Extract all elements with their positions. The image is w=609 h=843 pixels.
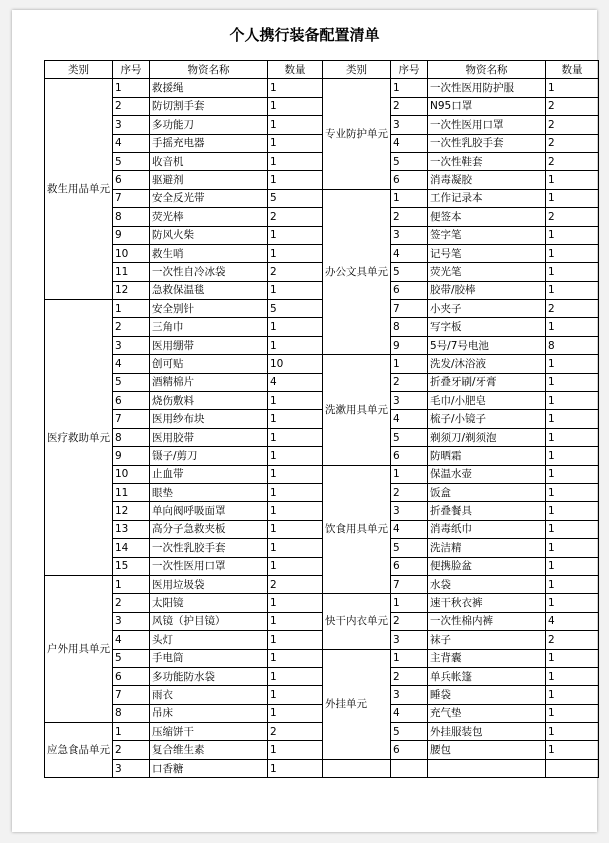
item-name: 单向阀呼吸面罩: [150, 502, 268, 520]
header-quantity-left: 数量: [268, 61, 323, 79]
item-number: 3: [391, 631, 428, 649]
item-number: 11: [113, 263, 150, 281]
table-row: [45, 373, 599, 391]
item-name: 医用绷带: [150, 336, 268, 354]
item-number: 9: [391, 336, 428, 354]
item-name: 风镜（护目镜）: [150, 612, 268, 630]
equipment-table: [44, 60, 599, 778]
item-quantity: 1: [268, 483, 323, 501]
item-name: 单兵帐篷: [428, 667, 546, 685]
item-name: 便携脸盆: [428, 557, 546, 575]
item-name: 袜子: [428, 631, 546, 649]
item-name: 一次性鞋套: [428, 152, 546, 170]
item-number: 5: [113, 649, 150, 667]
item-number: 3: [391, 116, 428, 134]
item-number: 3: [391, 392, 428, 410]
table-row: [45, 300, 599, 318]
table-row: [45, 594, 599, 612]
item-quantity: 1: [546, 667, 599, 685]
table-row: [45, 79, 599, 97]
item-name: 多功能刀: [150, 116, 268, 134]
item-name: 医用垃圾袋: [150, 575, 268, 593]
item-number: 1: [391, 189, 428, 207]
item-name: 手摇充电器: [150, 134, 268, 152]
table-row: [45, 428, 599, 446]
document-title: 个人携行装备配置清单: [229, 26, 380, 44]
item-quantity: 1: [268, 741, 323, 759]
table-row: [45, 355, 599, 373]
item-name: 医用胶带: [150, 428, 268, 446]
item-quantity: 8: [546, 336, 599, 354]
item-quantity: 1: [546, 649, 599, 667]
category-cell-left: 应急食品单元: [45, 723, 113, 778]
item-name: 一次性医用口罩: [428, 116, 546, 134]
table-row: [45, 539, 599, 557]
table-row: [45, 759, 599, 777]
item-number: 3: [391, 502, 428, 520]
item-number: 8: [113, 704, 150, 722]
item-number: 7: [113, 189, 150, 207]
item-quantity: 4: [546, 612, 599, 630]
table-row: [45, 667, 599, 685]
item-quantity: 2: [268, 575, 323, 593]
item-number: 7: [391, 575, 428, 593]
item-name: 高分子急救夹板: [150, 520, 268, 538]
item-quantity: 1: [546, 686, 599, 704]
category-cell-left: 户外用具单元: [45, 575, 113, 722]
category-cell-right: 专业防护单元: [323, 79, 391, 189]
header-name-left: 物资名称: [150, 61, 268, 79]
item-name: 外挂服装包: [428, 723, 546, 741]
item-quantity: 1: [268, 116, 323, 134]
item-number: 2: [113, 97, 150, 115]
item-name: 剃须刀/剃须泡: [428, 428, 546, 446]
header-number-left: 序号: [113, 61, 150, 79]
item-quantity: 1: [268, 539, 323, 557]
item-number: 5: [391, 428, 428, 446]
item-name: 多功能防水袋: [150, 667, 268, 685]
item-quantity: 1: [268, 447, 323, 465]
item-number: 1: [391, 594, 428, 612]
item-name: 荧光棒: [150, 208, 268, 226]
empty-cell: [391, 759, 428, 777]
item-name: 一次性自冷冰袋: [150, 263, 268, 281]
item-quantity: 1: [546, 226, 599, 244]
item-name: 压缩饼干: [150, 723, 268, 741]
item-name: 太阳镜: [150, 594, 268, 612]
item-number: 5: [391, 723, 428, 741]
item-number: 7: [113, 410, 150, 428]
item-quantity: 1: [546, 263, 599, 281]
item-number: 12: [113, 281, 150, 299]
item-quantity: 1: [546, 79, 599, 97]
table-row: [45, 263, 599, 281]
item-quantity: 1: [546, 723, 599, 741]
item-name: 写字板: [428, 318, 546, 336]
table-row: [45, 171, 599, 189]
item-name: 防切割手套: [150, 97, 268, 115]
item-name: 速干秋衣裤: [428, 594, 546, 612]
table-row: [45, 226, 599, 244]
item-quantity: 2: [268, 263, 323, 281]
item-number: 2: [113, 594, 150, 612]
item-number: 14: [113, 539, 150, 557]
item-quantity: 1: [268, 686, 323, 704]
item-name: 荧光笔: [428, 263, 546, 281]
item-number: 8: [391, 318, 428, 336]
item-quantity: 1: [546, 557, 599, 575]
item-name: 毛巾/小肥皂: [428, 392, 546, 410]
table-row: [45, 723, 599, 741]
table-row: [45, 152, 599, 170]
item-number: 7: [113, 686, 150, 704]
category-cell-right: 饮食用具单元: [323, 465, 391, 594]
table-row: [45, 116, 599, 134]
item-quantity: 10: [268, 355, 323, 373]
item-number: 6: [391, 557, 428, 575]
table-row: [45, 649, 599, 667]
item-name: 洗洁精: [428, 539, 546, 557]
item-quantity: 1: [268, 336, 323, 354]
item-quantity: 2: [268, 723, 323, 741]
item-number: 6: [113, 171, 150, 189]
item-quantity: 1: [546, 244, 599, 262]
table-row: [45, 502, 599, 520]
item-number: 3: [113, 336, 150, 354]
item-number: 8: [113, 428, 150, 446]
item-number: 9: [113, 226, 150, 244]
table-row: [45, 281, 599, 299]
item-quantity: 1: [268, 612, 323, 630]
item-quantity: 1: [546, 318, 599, 336]
item-number: 6: [391, 447, 428, 465]
item-number: 1: [113, 300, 150, 318]
item-number: 4: [113, 355, 150, 373]
item-quantity: 1: [268, 79, 323, 97]
header-name-right: 物资名称: [428, 61, 546, 79]
category-cell-right: 外挂单元: [323, 649, 391, 759]
table-row: [45, 612, 599, 630]
item-quantity: 1: [546, 704, 599, 722]
header-category-left: 类别: [45, 61, 113, 79]
table-row: [45, 447, 599, 465]
item-number: 6: [391, 171, 428, 189]
table-row: [45, 465, 599, 483]
item-name: 救援绳: [150, 79, 268, 97]
item-quantity: 1: [268, 520, 323, 538]
item-name: 镊子/剪刀: [150, 447, 268, 465]
item-quantity: 1: [268, 502, 323, 520]
item-name: 创可贴: [150, 355, 268, 373]
table-row: [45, 134, 599, 152]
item-name: 折叠牙刷/牙膏: [428, 373, 546, 391]
table-row: [45, 244, 599, 262]
category-cell-left: 医疗救助单元: [45, 300, 113, 576]
item-name: 一次性医用口罩: [150, 557, 268, 575]
item-name: 睡袋: [428, 686, 546, 704]
item-name: 眼垫: [150, 483, 268, 501]
item-number: 4: [391, 244, 428, 262]
item-quantity: 1: [546, 539, 599, 557]
table-row: [45, 686, 599, 704]
item-name: 折叠餐具: [428, 502, 546, 520]
item-quantity: 1: [268, 171, 323, 189]
item-number: 7: [391, 300, 428, 318]
table-row: [45, 208, 599, 226]
item-name: 头灯: [150, 631, 268, 649]
item-quantity: 1: [546, 355, 599, 373]
item-name: 口香糖: [150, 759, 268, 777]
table-row: [45, 483, 599, 501]
item-quantity: 2: [546, 300, 599, 318]
item-number: 15: [113, 557, 150, 575]
item-quantity: 2: [546, 116, 599, 134]
item-number: 2: [391, 97, 428, 115]
item-name: 一次性医用防护服: [428, 79, 546, 97]
item-quantity: 1: [268, 410, 323, 428]
item-quantity: 2: [268, 208, 323, 226]
item-quantity: 1: [268, 226, 323, 244]
table-row: [45, 741, 599, 759]
item-quantity: 1: [268, 465, 323, 483]
item-name: 防晒霜: [428, 447, 546, 465]
item-name: 工作记录本: [428, 189, 546, 207]
item-number: 10: [113, 465, 150, 483]
item-name: 安全别针: [150, 300, 268, 318]
item-number: 2: [391, 373, 428, 391]
item-name: 防风火柴: [150, 226, 268, 244]
item-quantity: 1: [268, 704, 323, 722]
item-quantity: 1: [546, 502, 599, 520]
item-quantity: 1: [268, 318, 323, 336]
item-quantity: 4: [268, 373, 323, 391]
item-number: 2: [391, 208, 428, 226]
item-quantity: 1: [546, 465, 599, 483]
item-number: 1: [391, 79, 428, 97]
table-row: [45, 631, 599, 649]
item-number: 9: [113, 447, 150, 465]
item-number: 1: [113, 575, 150, 593]
item-number: 1: [113, 723, 150, 741]
item-quantity: 1: [546, 520, 599, 538]
item-name: 救生哨: [150, 244, 268, 262]
item-name: 驱避剂: [150, 171, 268, 189]
item-name: 腰包: [428, 741, 546, 759]
item-quantity: 1: [546, 410, 599, 428]
item-number: 1: [113, 79, 150, 97]
category-cell-left: 救生用品单元: [45, 79, 113, 300]
item-number: 3: [113, 759, 150, 777]
item-name: 充气垫: [428, 704, 546, 722]
category-cell-right: 洗漱用具单元: [323, 355, 391, 465]
item-name: 一次性棉内裤: [428, 612, 546, 630]
item-name: 手电筒: [150, 649, 268, 667]
item-number: 1: [391, 649, 428, 667]
item-name: 洗发/沐浴液: [428, 355, 546, 373]
item-number: 5: [391, 263, 428, 281]
item-quantity: 1: [546, 373, 599, 391]
header-category-right: 类别: [323, 61, 391, 79]
item-quantity: 1: [546, 741, 599, 759]
item-name: 吊床: [150, 704, 268, 722]
table-row: [45, 97, 599, 115]
item-quantity: 1: [268, 428, 323, 446]
item-quantity: 5: [268, 300, 323, 318]
item-quantity: 1: [546, 447, 599, 465]
header-row: [45, 61, 599, 79]
item-name: 胶带/胶棒: [428, 281, 546, 299]
item-name: 复合维生素: [150, 741, 268, 759]
item-quantity: 1: [268, 649, 323, 667]
item-name: 一次性乳胶手套: [428, 134, 546, 152]
item-number: 3: [113, 116, 150, 134]
item-name: 三角巾: [150, 318, 268, 336]
table-row: [45, 520, 599, 538]
item-number: 5: [391, 152, 428, 170]
item-number: 1: [391, 465, 428, 483]
item-name: 便签本: [428, 208, 546, 226]
item-quantity: 1: [546, 171, 599, 189]
table-row: [45, 704, 599, 722]
item-name: 雨衣: [150, 686, 268, 704]
item-quantity: 1: [546, 392, 599, 410]
item-quantity: 2: [546, 152, 599, 170]
item-name: 记号笔: [428, 244, 546, 262]
item-name: 医用纱布块: [150, 410, 268, 428]
item-quantity: 2: [546, 134, 599, 152]
item-quantity: 1: [268, 244, 323, 262]
item-quantity: 1: [268, 557, 323, 575]
table-row: [45, 410, 599, 428]
item-name: 主背囊: [428, 649, 546, 667]
item-quantity: 1: [546, 189, 599, 207]
table-row: [45, 392, 599, 410]
item-quantity: 1: [546, 594, 599, 612]
item-number: 11: [113, 483, 150, 501]
item-quantity: 1: [268, 667, 323, 685]
header-number-right: 序号: [391, 61, 428, 79]
item-number: 5: [391, 539, 428, 557]
empty-cell: [546, 759, 599, 777]
item-number: 3: [113, 612, 150, 630]
item-name: 止血带: [150, 465, 268, 483]
category-cell-right: 快干内衣单元: [323, 594, 391, 649]
item-name: 水袋: [428, 575, 546, 593]
item-number: 6: [391, 281, 428, 299]
item-quantity: 2: [546, 631, 599, 649]
item-name: 5号/7号电池: [428, 336, 546, 354]
item-number: 4: [391, 520, 428, 538]
item-name: 小夹子: [428, 300, 546, 318]
item-number: 6: [391, 741, 428, 759]
item-name: 急救保温毯: [150, 281, 268, 299]
table-row: [45, 189, 599, 207]
item-name: 消毒凝胶: [428, 171, 546, 189]
item-number: 2: [113, 741, 150, 759]
table-row: [45, 336, 599, 354]
item-number: 2: [113, 318, 150, 336]
item-quantity: 1: [268, 281, 323, 299]
item-number: 10: [113, 244, 150, 262]
item-quantity: 2: [546, 97, 599, 115]
item-number: 5: [113, 373, 150, 391]
category-cell-right: 办公文具单元: [323, 189, 391, 355]
item-number: 5: [113, 152, 150, 170]
item-name: 烧伤敷料: [150, 392, 268, 410]
item-name: 一次性乳胶手套: [150, 539, 268, 557]
item-name: 梳子/小镜子: [428, 410, 546, 428]
item-quantity: 1: [268, 392, 323, 410]
table-row: [45, 318, 599, 336]
item-quantity: 1: [268, 594, 323, 612]
item-quantity: 2: [546, 208, 599, 226]
item-name: 收音机: [150, 152, 268, 170]
item-number: 6: [113, 667, 150, 685]
item-quantity: 1: [268, 97, 323, 115]
table-row: [45, 557, 599, 575]
item-number: 6: [113, 392, 150, 410]
item-number: 1: [391, 355, 428, 373]
item-number: 2: [391, 667, 428, 685]
item-quantity: 1: [268, 759, 323, 777]
item-name: N95口罩: [428, 97, 546, 115]
item-number: 4: [391, 704, 428, 722]
item-number: 3: [391, 226, 428, 244]
item-quantity: 1: [546, 483, 599, 501]
item-number: 3: [391, 686, 428, 704]
item-quantity: 5: [268, 189, 323, 207]
item-number: 4: [391, 134, 428, 152]
item-name: 酒精棉片: [150, 373, 268, 391]
empty-cell: [428, 759, 546, 777]
item-quantity: 1: [268, 152, 323, 170]
empty-cell: [323, 759, 391, 777]
item-number: 12: [113, 502, 150, 520]
item-name: 饭盒: [428, 483, 546, 501]
item-name: 安全反光带: [150, 189, 268, 207]
item-number: 2: [391, 483, 428, 501]
item-number: 2: [391, 612, 428, 630]
item-number: 13: [113, 520, 150, 538]
item-quantity: 1: [546, 428, 599, 446]
table-row: [45, 575, 599, 593]
item-number: 4: [391, 410, 428, 428]
item-quantity: 1: [268, 631, 323, 649]
item-name: 签字笔: [428, 226, 546, 244]
item-name: 消毒纸巾: [428, 520, 546, 538]
item-number: 4: [113, 631, 150, 649]
item-number: 8: [113, 208, 150, 226]
item-quantity: 1: [546, 575, 599, 593]
item-quantity: 1: [268, 134, 323, 152]
item-name: 保温水壶: [428, 465, 546, 483]
item-quantity: 1: [546, 281, 599, 299]
header-quantity-right: 数量: [546, 61, 599, 79]
item-number: 4: [113, 134, 150, 152]
